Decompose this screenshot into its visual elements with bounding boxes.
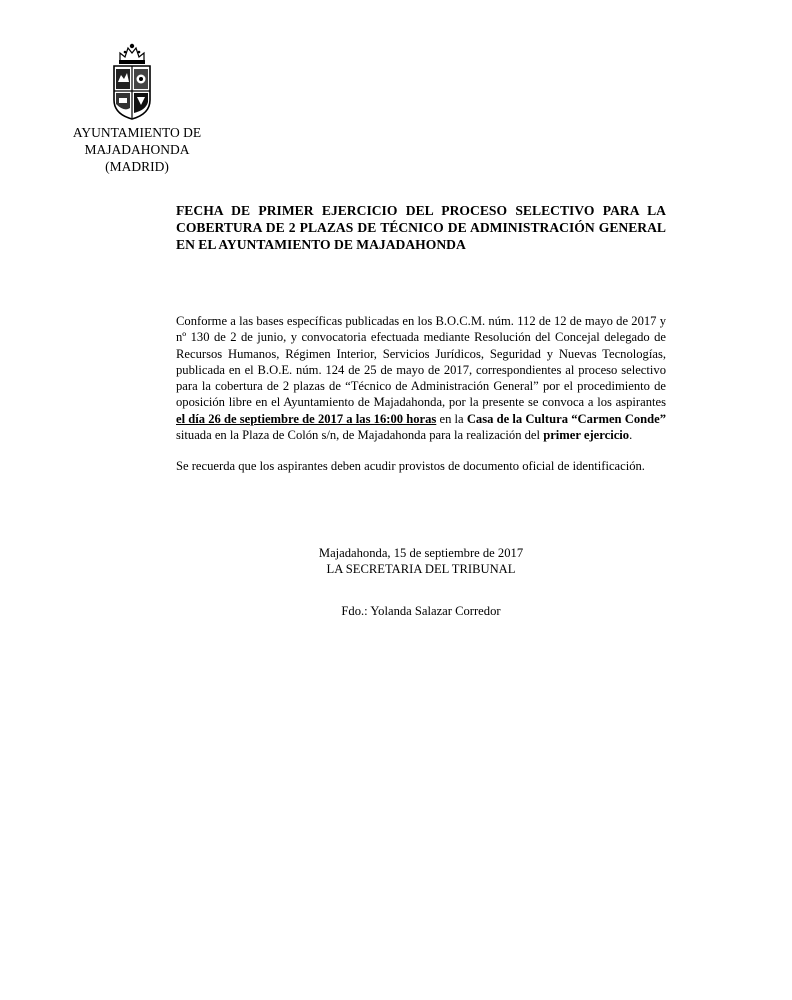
convocation-text-b: en la (436, 411, 467, 426)
document-title: FECHA DE PRIMER EJERCICIO DEL PROCESO SELECTIVO PARA LA COBERTURA DE 2 PLAZAS DE TÉCNICO DE ADMINISTRACIÓN GENERAL EN EL AYUNTAMIENTO DE MAJADAHONDA (176, 203, 666, 252)
document-body (176, 313, 666, 490)
convocation-text-c: situada en la Plaza de Colón s/n, de Majadahonda para la realización del (176, 428, 544, 443)
org-region: (MADRID) (105, 159, 169, 174)
convocation-paragraph (176, 313, 666, 443)
convocation-text-d: . (629, 428, 633, 443)
exam-venue: Casa de la Cultura “Carmen Conde” (466, 411, 667, 426)
signer-name: Fdo.: Yolanda Salazar Corredor (341, 604, 501, 618)
place-and-date: Majadahonda, 15 de septiembre de 2017 (318, 546, 524, 560)
signature-block (176, 545, 666, 619)
exam-name: primer ejercicio (543, 428, 630, 443)
org-name-line2: MAJADAHONDA (84, 142, 190, 157)
issuer-block (40, 124, 234, 175)
id-reminder-paragraph: Se recuerda que los aspirantes deben acudir provistos de documento oficial de identificación. (176, 459, 645, 474)
exam-date: el día 26 de septiembre de 2017 a las 16:00 horas (176, 411, 437, 426)
org-name-line1: AYUNTAMIENTO DE (72, 125, 202, 140)
signer-role: LA SECRETARIA DEL TRIBUNAL (326, 562, 516, 576)
convocation-text-a: Conforme a las bases específicas publicadas en los B.O.C.M. núm. 112 de 12 de mayo de 2017 y nº 130 de 2 de junio, y convocatoria efectuada mediante Resolución del Concejal delegado de Recursos Humanos, Régimen Interior, Servicios Jurídicos, Seguridad y Nuevas Tecnologías, publicada en el B.O.E. núm. 124 de 25 de mayo de 2017, correspondientes al proceso selectivo para la cobertura de 2 plazas de “Técnico de Administración General” por el procedimiento de oposición libre en el Ayuntamiento de Majadahonda, por la presente se convoca a los aspirantes (176, 314, 666, 410)
coat-of-arms-icon (108, 42, 156, 122)
